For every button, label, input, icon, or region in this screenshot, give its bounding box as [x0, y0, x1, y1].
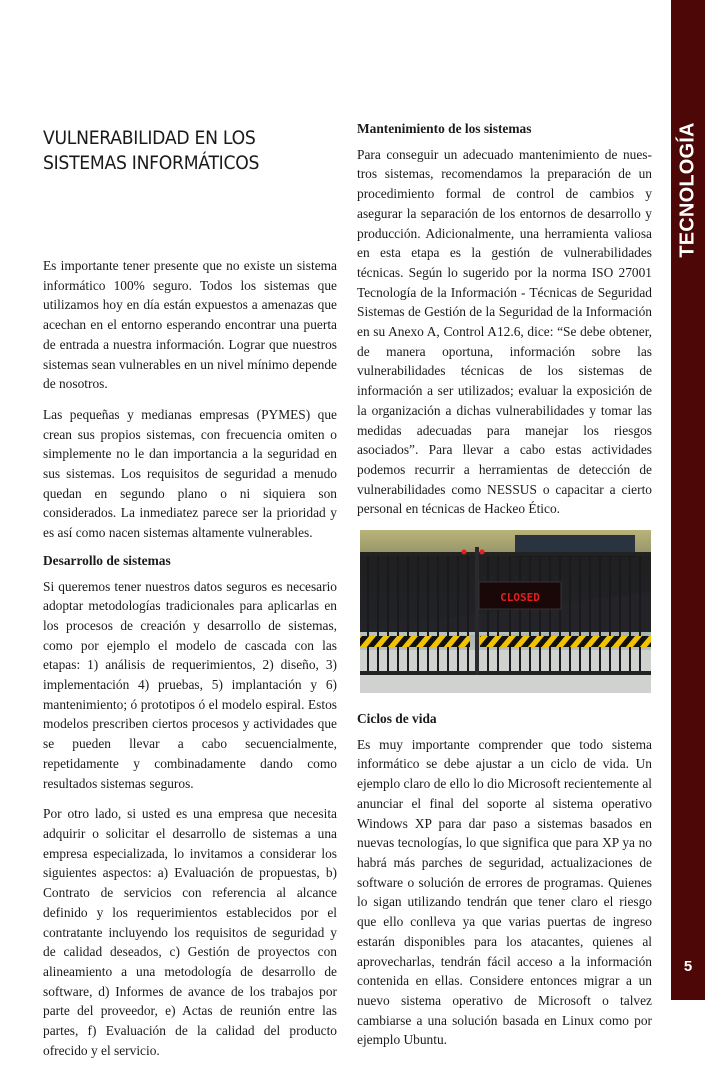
section-label: TECNOLOGÍA	[676, 122, 699, 258]
section-heading-ciclos: Ciclos de vida	[357, 711, 437, 727]
left-column	[43, 256, 337, 1071]
title-line-1: VULNERABILIDAD EN LOS	[43, 128, 256, 149]
gate-post	[475, 547, 479, 675]
page-number: 5	[683, 958, 693, 975]
gate-top-rail	[360, 552, 651, 556]
section-heading-mantenimiento: Mantenimiento de los sistemas	[357, 121, 532, 136]
intro-paragraph: Es importante tener presente que no existe un sistema informático 100% seguro. Todos los sistemas que utilizamos hoy en día están expuestos a amenazas que acechan en el entorno esperando encontrar una puerta de entrada a nuestra información. Lograr que nuestros sistemas sean vulnerables en un nivel mínimo depende de nosotros.	[43, 258, 337, 392]
gate-illustration	[360, 530, 651, 693]
section-sidebar	[671, 0, 705, 1000]
right-column	[357, 119, 652, 1061]
article-title	[43, 126, 322, 176]
section-paragraph: Si queremos tener nuestros datos seguros es necesario adoptar metodologías tradicionales para aplicarlas en los procesos de creación y desarrollo de sistemas, como por ejemplo el modelo de cascada con las etapas: 1) análisis de requerimientos, 2) diseño, 3) implementación 4) pruebas, 5) implantación y 6) mantenimiento; ó prototipos ó el modelo espiral. Estos modelos prescriben ciertos procesos y actividades que se pueden llevar a cabo secuencialmente, repetidamente y combinadamente dando como resultados sistemas seguros.	[43, 578, 337, 791]
closed-sign-text: CLOSED	[500, 591, 540, 605]
section-paragraph: Por otro lado, si usted es una empresa que necesita adquirir o solicitar el desarrollo de sistemas a una empresa especializada, lo invitamos a considerar los siguientes aspectos: a) Evaluación de propuestas, b) Contrato de servicios con referencia al alcance definido y los requerimientos establecidos por el contratante incluyendo los requisitos de seguridad y de calidad deseados, c) Gestión de proyectos con alineamiento a una metodología de desarrollo de software, d) Informes de avance de los trabajos por parte del proveedor, e) Actas de reunión entre las partes, f) Evaluación de la calidad del producto ofrecido y el servicio.	[43, 806, 337, 1058]
gate-bottom-rail	[360, 671, 651, 675]
hazard-stripe-left	[360, 636, 470, 647]
warning-light	[480, 550, 485, 555]
section-heading-desarrollo: Desarrollo de sistemas	[43, 552, 171, 568]
section-paragraph: Para conseguir un adecuado mantenimiento de nuestros sistemas, recomendamos la preparación de un procedimiento formal de control de cambios y asegurar la separación de los entornos de desarrollo y producción. Adicionalmente, una herramienta valiosa en esta etapa es la gestión de vulnerabilidades técnicas. Según lo sugerido por la norma ISO 27001 Tecnología de la Información - Técnicas de Seguridad Sistemas de Gestión de la Seguridad de la Información en su Anexo A, Control A12.6, dice: “Se debe obtener, de manera oportuna, información sobre las vulnerabilidades técnicas de los sistemas de información a ser utilizados; evaluar la exposición de la organización a dichas vulnerabilidades y tomar las medidas adecuadas para manejar los riesgos asociados”. Para llevar a cabo estas actividades podemos recurrir a herramientas de detección de vulnerabilidades como NESSUS o capacitar a cierto personal en técnicas de Hackeo Ético.	[357, 146, 652, 517]
section-paragraph: Es muy importante comprender que todo sistema informático se debe ajustar a un ciclo de vida. Un ejemplo claro de ello lo dio Microsoft recientemente al anunciar el final del soporte al sistema operativo Windows XP para dar paso a sistemas basados en nuevas tecnologías, lo que significa que para XP ya no habrá más parches de seguridad, actualizaciones de software o solución de errores de programas. Quienes lo sigan utilizando tendrán que tener claro el riesgo que ello conlleva ya que varias puertas de ingreso estarán disponibles para los atacantes, quienes al aprovecharlas, tendrán fácil acceso a la información contenida en ellas. Considere entonces migrar a un nuevo sistema operativo de Microsoft o talvez cambiarse a una solución basada en Linux como por ejemplo Ubuntu.	[357, 736, 652, 1048]
closed-gate-photo	[360, 530, 651, 693]
hazard-stripe-right	[480, 636, 651, 647]
warning-light	[462, 550, 467, 555]
intro-paragraph: Las pequeñas y medianas empresas (PYMES) que crean sus propios sistemas, con frecuencia omiten o simplemente no le dan importancia a la seguridad en sus sistemas. Los requisitos de seguridad a menudo quedan en segundo plano o ni siquiera son considerados. La inmediatez parece ser la prioridad y es así como nacen sistemas altamente vulnerables.	[43, 406, 337, 541]
title-line-2: SISTEMAS INFORMÁTICOS	[43, 153, 260, 174]
